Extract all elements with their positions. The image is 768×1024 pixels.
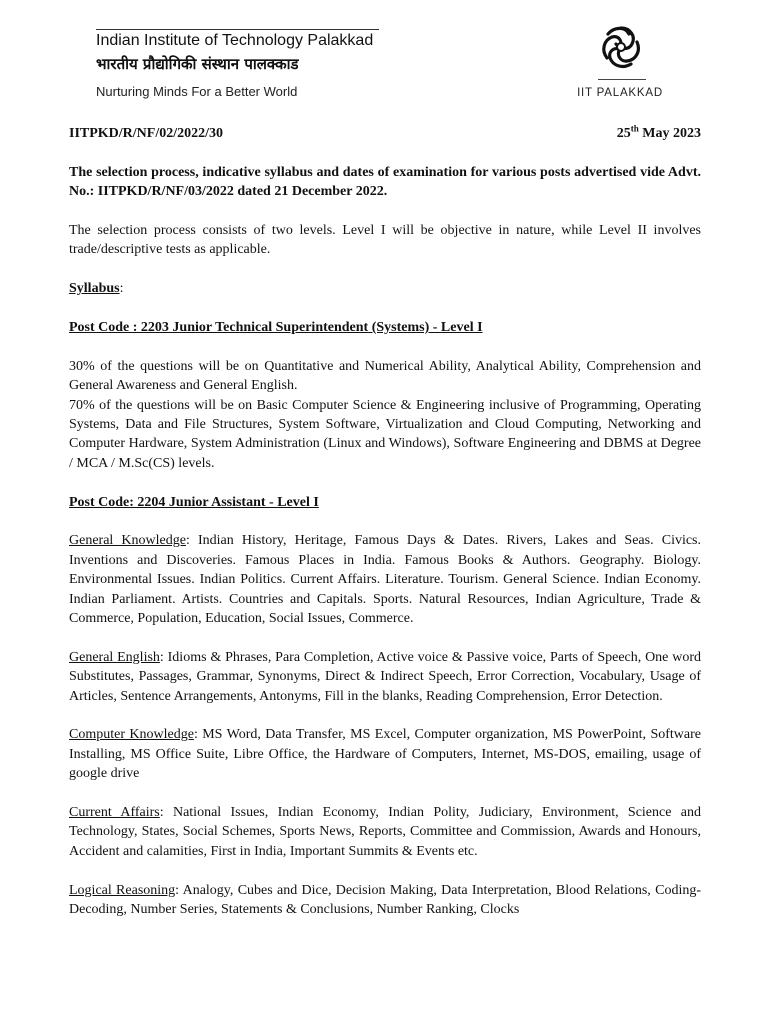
date-suffix: th (630, 123, 639, 134)
document-subject: The selection process, indicative syllabus and dates of examination for various posts advertised vide Advt. No.: IITPKD/R/NF/03/2022 dated 21 December 2022. (69, 164, 701, 200)
document-date (617, 124, 701, 143)
reference-number: IITPKD/R/NF/02/2022/30 (69, 126, 224, 141)
syllabus-heading: Syllabus (69, 281, 120, 297)
letterhead (0, 0, 768, 110)
topic-text: : National Issues, Indian Economy, Indian Polity, Judiciary, Environment, Science and Technology, States, Social Schemes, Sports News, Reports, Committee and Commission, Awards and Honours, Accident and calamities, First in India, Important Summits & Events etc. (69, 805, 702, 859)
logo-text: IIT PALAKKAD (577, 87, 663, 99)
topic-general-knowledge (69, 531, 701, 628)
topic-label: Logical Reasoning (69, 882, 176, 898)
document-body (69, 124, 701, 939)
reference-line (69, 124, 701, 143)
topic-computer-knowledge (69, 725, 701, 783)
topic-text: : MS Word, Data Transfer, MS Excel, Computer organization, MS PowerPoint, Software Installing, MS Office Suite, Libre Office, the Hardware of Computers, Internet, MS-DOS, emailing, usage of google drive (69, 727, 701, 782)
date-month-year: May 2023 (638, 126, 701, 141)
institute-name-english: Indian Institute of Technology Palakkad (96, 32, 374, 49)
topic-label: Computer Knowledge (69, 727, 194, 743)
topic-text: : Analogy, Cubes and Dice, Decision Making, Data Interpretation, Blood Relations, Coding- Decoding, Number Series, Statements & Conclusions, Number Ranking, Clocks (69, 882, 701, 918)
post-2204-heading: Post Code: 2204 Junior Assistant - Level I (69, 494, 319, 510)
syllabus-heading-line (69, 279, 701, 298)
syllabus-colon: : (119, 281, 124, 297)
letterhead-rule (96, 29, 379, 30)
selection-process-intro: The selection process consists of two levels. Level I will be objective in nature, while Level II involves trade/descriptive tests as applicable. (69, 223, 701, 258)
topic-current-affairs (69, 803, 701, 861)
institute-name-hindi: भारतीय प्रौद्योगिकी संस्थान पालक्काड (96, 55, 299, 73)
topic-label: Current Affairs (69, 805, 160, 821)
post-2203-heading: Post Code : 2203 Junior Technical Superintendent (Systems) - Level I (69, 320, 483, 335)
topic-general-english (69, 648, 701, 706)
topic-text: : Idioms & Phrases, Para Completion, Active voice & Passive voice, Parts of Speech, One word Substitutes, Passages, Grammar, Synonyms, Direct & Indirect Speech, Error Correction, Vocabulary, Usage of Articles, Sentence Arrangements, Antonyms, Fill in the blanks, Reading Comprehension, Error Detection. (69, 649, 701, 704)
post-2203-para-1: 30% of the questions will be on Quantitative and Numerical Ability, Analytical Ability, Comprehension and General Awareness and General English. (69, 358, 701, 394)
topic-label: General Knowledge (69, 533, 186, 549)
institute-logo (568, 22, 672, 106)
post-2203-para-2: 70% of the questions will be on Basic Computer Science & Engineering inclusive of Programming, Operating Systems, Data and File Structures, System Software, Virtualization and Cloud Computing, Networking and Computer Hardware, System Administration (Linux and Windows), Software Engineering and DBMS at Degree / MCA / M.Sc(CS) levels. (69, 397, 701, 471)
topic-text: : Indian History, Heritage, Famous Days & Dates. Rivers, Lakes and Seas. Civics. Inventions and Discoveries. Famous Places in India. Famous Books & Authors. Geography. Biology. Environmental Issues. Indian Politics. Current Affairs. Literature. Tourism. General Science. Indian Economy. Indian Parliament. Artists. Countries and Capitals. Sports. Natural Resources, Indian Agriculture, Trade & Commerce, Population, Education, Social Issues, Commerce. (69, 533, 702, 627)
logo-rule (598, 79, 646, 80)
topic-logical-reasoning (69, 881, 701, 920)
institute-motto: Nurturing Minds For a Better World (96, 84, 298, 99)
iit-palakkad-knot-logo-icon (596, 22, 646, 72)
topic-label: General English (69, 649, 160, 665)
date-day: 25 (616, 126, 631, 141)
